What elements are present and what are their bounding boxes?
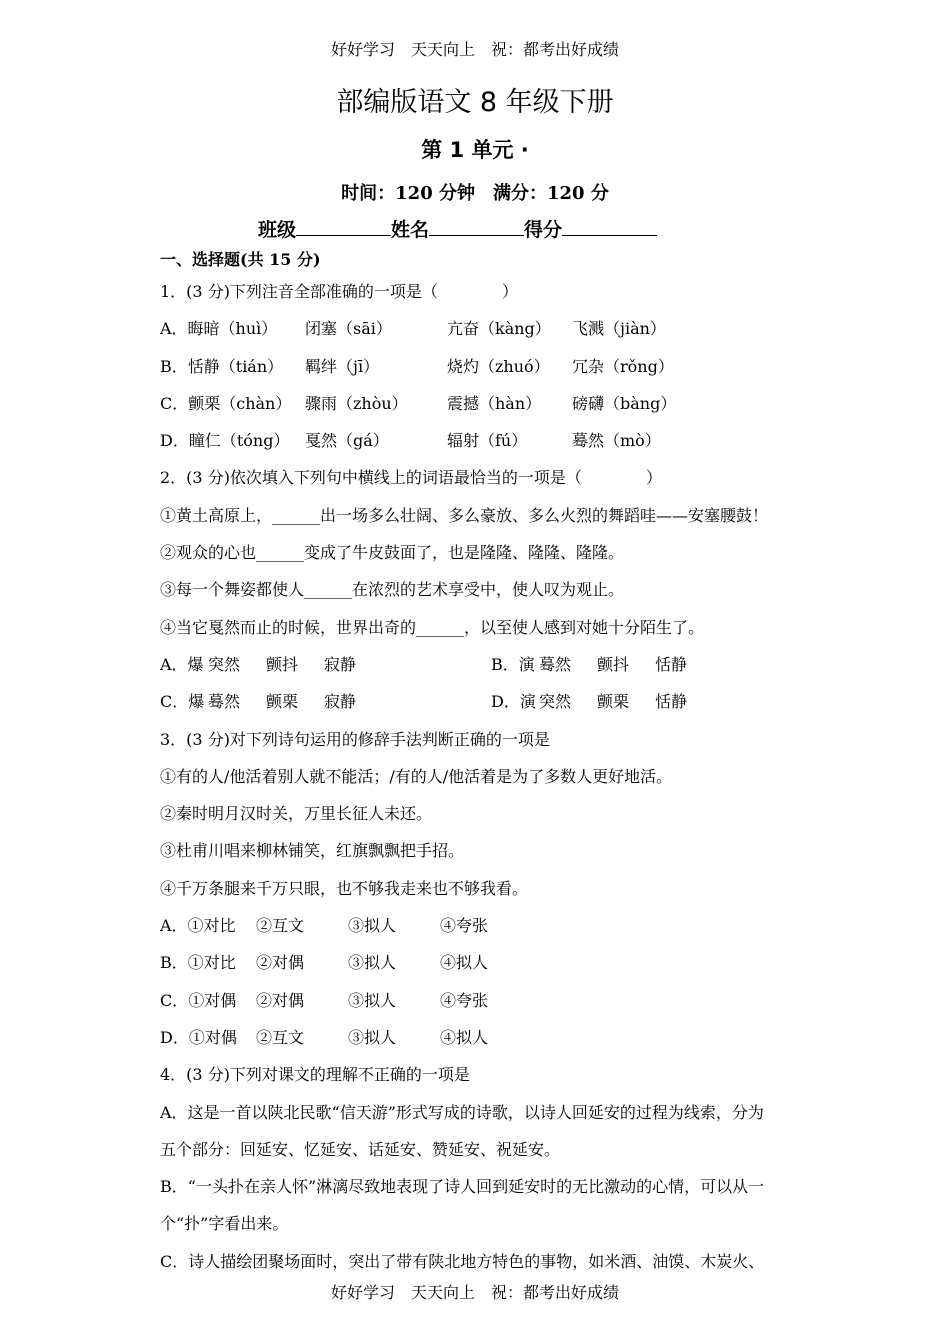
exam-time-info: 时间：120 分钟 满分：120 分 [341, 183, 609, 204]
student-info-line [0, 215, 915, 242]
question-1-option-b: B．恬静（tián） 羁绊（jī） 烧灼（zhuó） 冗杂（rǒng） [160, 356, 674, 376]
question-2-sentence-4: ④当它戛然而止的时候，世界出奇的______，以至使人感到对她十分陌生了。 [160, 617, 705, 637]
question-3-option-d: D．①对偶 ②互文 ③拟人 ④拟人 [160, 1027, 489, 1047]
question-2-sentence-3: ③每一个舞姿都使人______在浓烈的艺术享受中，使人叹为观止。 [160, 580, 625, 600]
score-blank[interactable] [562, 215, 657, 236]
page-header: 好好学习 天天向上 祝：都考出好成绩 [330, 40, 619, 59]
question-1-option-c: C．颤栗（chàn） 骤雨（zhòu） 震撼（hàn） 磅礴（bàng） [160, 393, 677, 413]
question-3-sentence-4: ④千万条腿来千万只眼，也不够我走来也不够我看。 [160, 878, 529, 898]
question-1-stem: 1．(3 分)下列注音全部准确的一项是（ ） [160, 282, 518, 301]
question-4-line-2: 五个部分：回延安、忆延安、话延安、赞延安、祝延安。 [160, 1139, 561, 1159]
question-1-option-a: A．晦暗（huì） 闭塞（sāi） 亢奋（kàng） 飞溅（jiàn） [160, 319, 666, 339]
question-4-line-4: 个“扑”字看出来。 [160, 1214, 289, 1234]
question-4-line-1: A．这是一首以陕北民歌“信天游”形式写成的诗歌，以诗人回延安的过程为线索，分为 [160, 1102, 764, 1122]
section-heading: 一、选择题(共 15 分) [160, 250, 321, 269]
question-2-option-b: B．演 蓦然 颤抖 恬静 [491, 654, 688, 674]
question-2-option-c: C．爆 蓦然 颤栗 寂静 [160, 692, 357, 712]
question-4-line-3: B．“一头扑在亲人怀”淋漓尽致地表现了诗人回到延安时的无比激动的心情，可以从一 [160, 1177, 765, 1197]
unit-title: 第 1 单元 · [421, 138, 529, 162]
question-2-sentence-2: ②观众的心也______变成了牛皮鼓面了，也是隆隆、隆隆、隆隆。 [160, 543, 625, 563]
name-label: 姓名 [390, 219, 429, 241]
question-2-option-a: A．爆 突然 颤抖 寂静 [160, 654, 357, 674]
question-3-sentence-2: ②秦时明月汉时关，万里长征人未还。 [160, 804, 433, 824]
page-footer: 好好学习 天天向上 祝：都考出好成绩 [330, 1283, 619, 1302]
question-4-line-5: C．诗人描绘团聚场面时，突出了带有陕北地方特色的事物，如米酒、油馍、木炭火、 [160, 1251, 765, 1271]
question-3-sentence-1: ①有的人/他活着别人就不能活；/有的人/他活着是为了多数人更好地活。 [160, 766, 673, 786]
question-2-options-cd [160, 683, 800, 720]
question-3-option-b: B．①对比 ②对偶 ③拟人 ④拟人 [160, 953, 489, 973]
question-2-options-ab [160, 646, 800, 683]
question-3-option-c: C．①对偶 ②对偶 ③拟人 ④夸张 [160, 990, 489, 1010]
question-1-option-d: D．瞳仁（tóng） 戛然（gá） 辐射（fú） 蓦然（mò） [160, 431, 661, 451]
question-2-stem: 2．(3 分)依次填入下列句中横线上的词语最恰当的一项是（ ） [160, 468, 662, 488]
score-label: 得分 [524, 219, 563, 241]
class-blank[interactable] [296, 215, 391, 236]
question-3-sentence-3: ③杜甫川唱来柳林铺笑，红旗飘飘把手招。 [160, 841, 465, 861]
exam-content [160, 247, 800, 1280]
name-blank[interactable] [429, 215, 524, 236]
question-3-stem: 3．(3 分)对下列诗句运用的修辞手法判断正确的一项是 [160, 729, 550, 749]
question-2-option-d: D．演 突然 颤栗 恬静 [491, 692, 688, 712]
question-2-sentence-1: ①黄土高原上，______出一场多么壮阔、多么豪放、多么火烈的舞蹈哇——安塞腰鼓！ [160, 505, 769, 525]
class-label: 班级 [257, 219, 296, 241]
question-4-stem: 4．(3 分)下列对课文的理解不正确的一项是 [160, 1065, 470, 1085]
question-3-option-a: A．①对比 ②互文 ③拟人 ④夸张 [160, 916, 489, 936]
document-title: 部编版语文 8 年级下册 [336, 87, 614, 118]
